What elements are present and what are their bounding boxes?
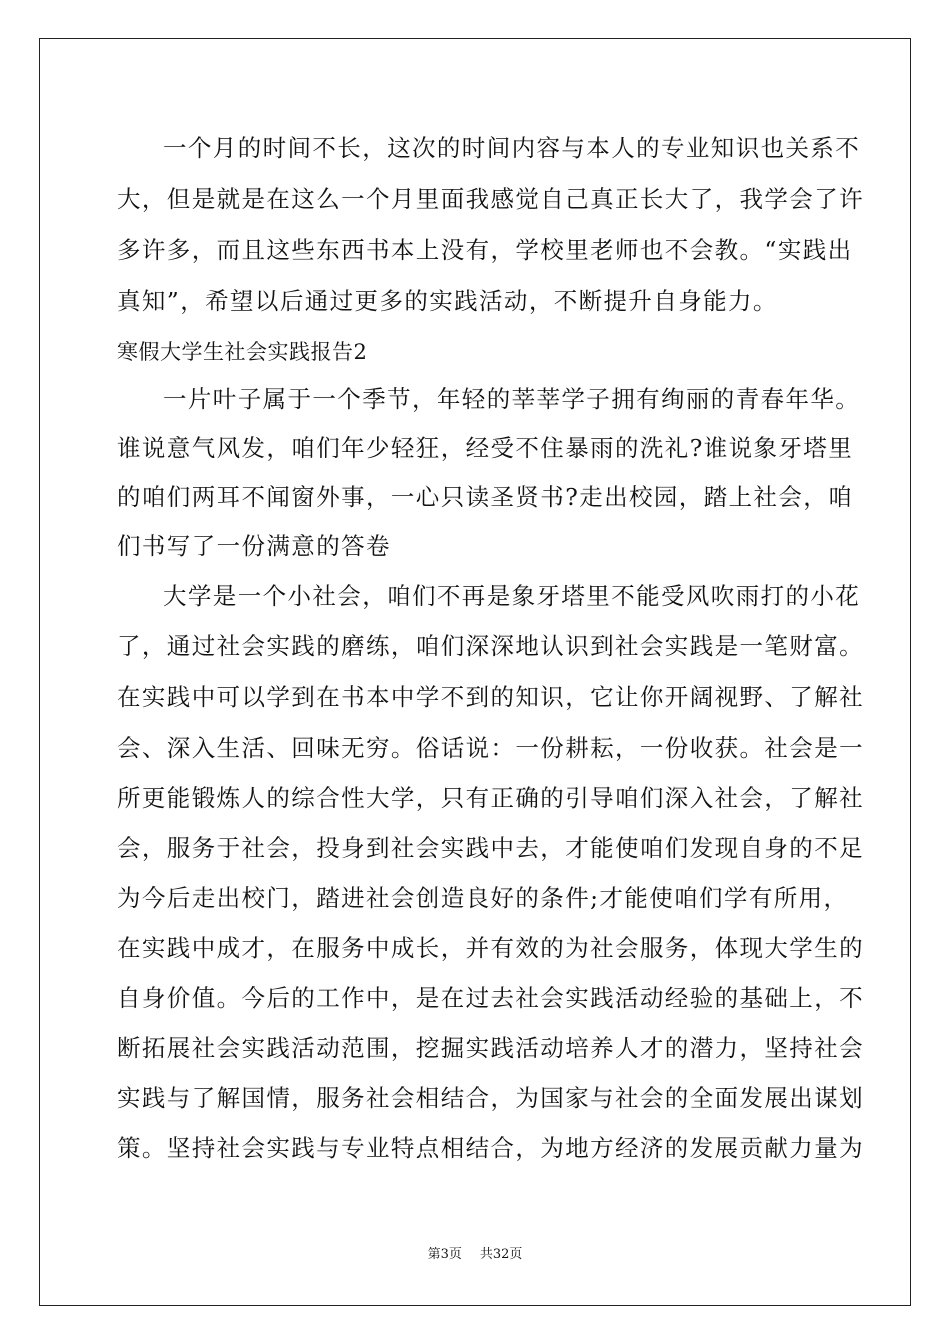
paragraph-3-line-3: 在实践中可以学到在书本中学不到的知识，它让你开阔视野、了解社 [117, 683, 864, 711]
page-footer [0, 1246, 950, 1264]
paragraph-3-line-9: 自身价值。今后的工作中，是在过去社会实践活动经验的基础上，不 [117, 984, 864, 1012]
paragraph-1-line-3: 多许多，而且这些东西书本上没有，学校里老师也不会教。“实践出 [117, 236, 853, 264]
paragraph-3-line-7: 为今后走出校门，踏进社会创造良好的条件;才能使咱们学有所用， [117, 884, 849, 912]
paragraph-1-line-2: 大，但是就是在这么一个月里面我感觉自己真正长大了，我学会了许 [117, 185, 864, 213]
paragraph-1-line-1: 一个月的时间不长，这次的时间内容与本人的专业知识也关系不 [163, 134, 861, 162]
page-border [39, 38, 911, 1306]
paragraph-2-line-3: 的咱们两耳不闻窗外事，一心只读圣贤书?走出校园，踏上社会，咱 [117, 483, 854, 511]
paragraph-3-line-12: 策。坚持社会实践与专业特点相结合，为地方经济的发展贡献力量为 [117, 1134, 864, 1162]
total-pages-label: 共32页 [479, 1247, 523, 1262]
paragraph-2-line-2: 谁说意气风发，咱们年少轻狂，经受不住暴雨的洗礼?谁说象牙塔里 [117, 434, 854, 462]
paragraph-1-line-4: 真知”，希望以后通过更多的实践活动，不断提升自身能力。 [117, 287, 778, 315]
paragraph-3-line-11: 实践与了解国情，服务社会相结合，为国家与社会的全面发展出谋划 [117, 1084, 864, 1112]
paragraph-3-line-5: 所更能锻炼人的综合性大学，只有正确的引导咱们深入社会，了解社 [117, 784, 864, 812]
paragraph-2-line-1: 一片叶子属于一个季节，年轻的莘莘学子拥有绚丽的青春年华。 [163, 385, 861, 413]
section-heading: 寒假大学生社会实践报告2 [117, 340, 368, 364]
paragraph-3-line-8: 在实践中成才，在服务中成长，并有效的为社会服务，体现大学生的 [117, 934, 864, 962]
paragraph-3-line-6: 会，服务于社会，投身到社会实践中去，才能使咱们发现自身的不足 [117, 834, 864, 862]
current-page-label: 第3页 [427, 1247, 462, 1262]
paragraph-3-line-1: 大学是一个小社会，咱们不再是象牙塔里不能受风吹雨打的小花 [163, 582, 861, 610]
paragraph-3-line-4: 会、深入生活、回味无穷。俗话说：一份耕耘，一份收获。社会是一 [117, 734, 864, 762]
paragraph-3-line-10: 断拓展社会实践活动范围，挖掘实践活动培养人才的潜力，坚持社会 [117, 1034, 864, 1062]
paragraph-3-line-2: 了，通过社会实践的磨练，咱们深深地认识到社会实践是一笔财富。 [117, 632, 864, 660]
paragraph-2-line-4: 们书写了一份满意的答卷 [117, 532, 391, 560]
